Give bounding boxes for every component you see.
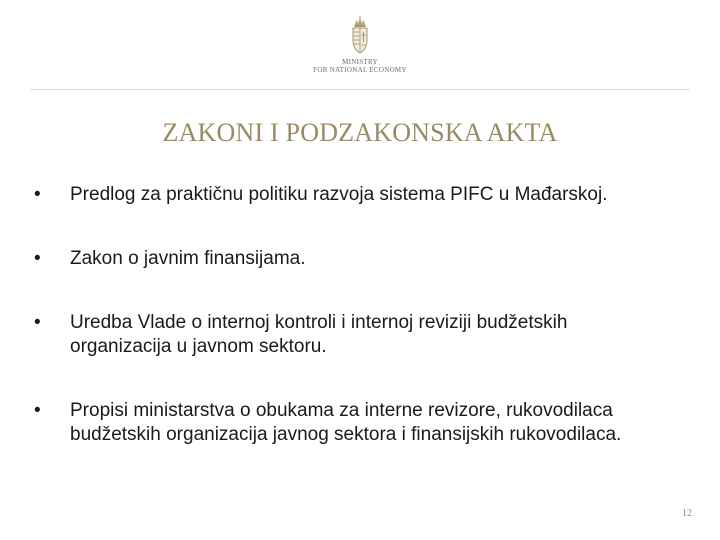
bullet-marker: • (34, 184, 41, 205)
bullet-marker: • (34, 312, 41, 333)
bullet-text: Propisi ministarstva o obukama za interne revizore, rukovodilaca budžetskih organizacija javnog sektora i finansijskih rukovodilaca. (70, 400, 622, 445)
bullet-marker: • (34, 248, 41, 269)
bullet-item (34, 311, 674, 359)
ministry-name (300, 58, 420, 74)
bullet-text: Predlog za praktičnu politiku razvoja sistema PIFC u Mađarskoj. (70, 184, 608, 205)
bullet-item (34, 247, 674, 271)
ministry-name-line2: FOR NATIONAL ECONOMY (313, 66, 407, 74)
ministry-logo (300, 16, 420, 82)
header-divider (30, 89, 690, 90)
bullet-text: Uredba Vlade o internoj kontroli i internoj reviziji budžetskih organizacija u javnom sektoru. (70, 312, 568, 357)
coat-of-arms-icon (349, 16, 371, 56)
page-number: 12 (682, 508, 692, 519)
bullet-marker: • (34, 400, 41, 421)
bullet-item (34, 183, 674, 207)
ministry-name-line1: MINISTRY (342, 58, 378, 66)
slide-title: ZAKONI I PODZAKONSKA AKTA (162, 118, 558, 147)
bullet-list (34, 183, 674, 447)
bullet-item (34, 399, 674, 447)
bullet-text: Zakon o javnim finansijama. (70, 248, 306, 269)
